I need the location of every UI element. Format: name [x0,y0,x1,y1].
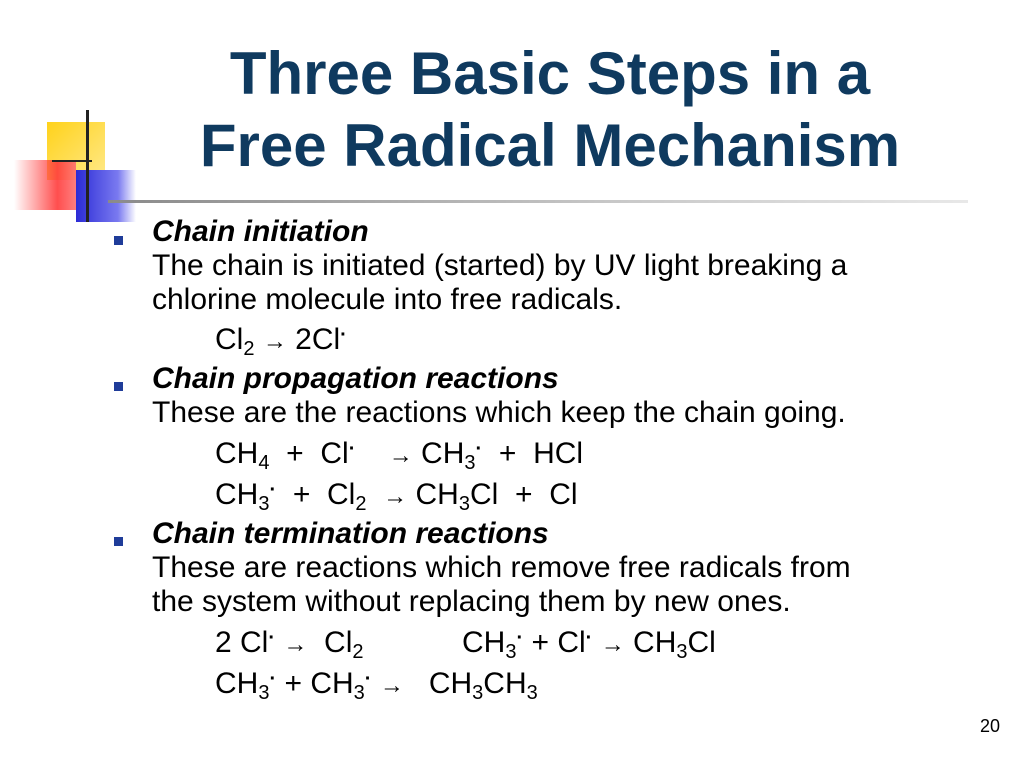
logo-vertical-line [86,110,89,222]
equation-termination-3: $CH_3^\cdot + CH_3^\cdot$ → $CH_3CH_3$ [215,667,538,704]
arrow-icon: → [388,442,413,469]
section-text-line: These are the reactions which keep the chain going. [152,396,846,429]
equation-propagation-1: $CH_4 + Cl^\cdot$ → $CH_3^\cdot$ + HCl [215,437,584,474]
logo-horizontal-line [52,160,92,162]
section-text-line: These are reactions which remove free radicals from [152,551,851,584]
arrow-icon: → [600,631,625,658]
equation-termination-2: $CH_3^\cdot + Cl^\cdot \to CH_3Cl$ [462,626,716,663]
logo-red-square [14,160,76,210]
section-heading-propagation: Chain propagation reactions [152,362,559,395]
equation-termination-1: 2 $Cl^\cdot \to Cl_2$ [215,626,364,663]
bullet-icon [114,537,123,546]
section-heading-termination: Chain termination reactions [152,517,549,550]
logo-blue-square [76,170,136,222]
arrow-icon: → [383,483,408,510]
arrow-icon: → [379,672,404,699]
title-line-1: Three Basic Steps in a [229,40,871,107]
title-divider [108,200,968,203]
title-line-2: Free Radical Mechanism [199,112,901,179]
section-text-line: the system without replacing them by new ones. [152,585,791,618]
slide-title [150,38,950,182]
bullet-icon [114,236,123,245]
section-heading-initiation: Chain initiation [152,215,369,248]
page-number: 20 [979,716,1000,736]
section-text-line: The chain is initiated (started) by UV light breaking a [152,249,848,282]
arrow-icon: → [262,328,287,355]
equation-propagation-2: $CH_3^\cdot + Cl_2 \to CH_3Cl + Cl$ [215,478,578,515]
arrow-icon: → [283,631,308,658]
equation-initiation: $Cl_2 \to 2Cl^\cdot$ [215,323,347,360]
section-text-line: chlorine molecule into free radicals. [152,283,623,316]
bullet-icon [114,382,123,391]
